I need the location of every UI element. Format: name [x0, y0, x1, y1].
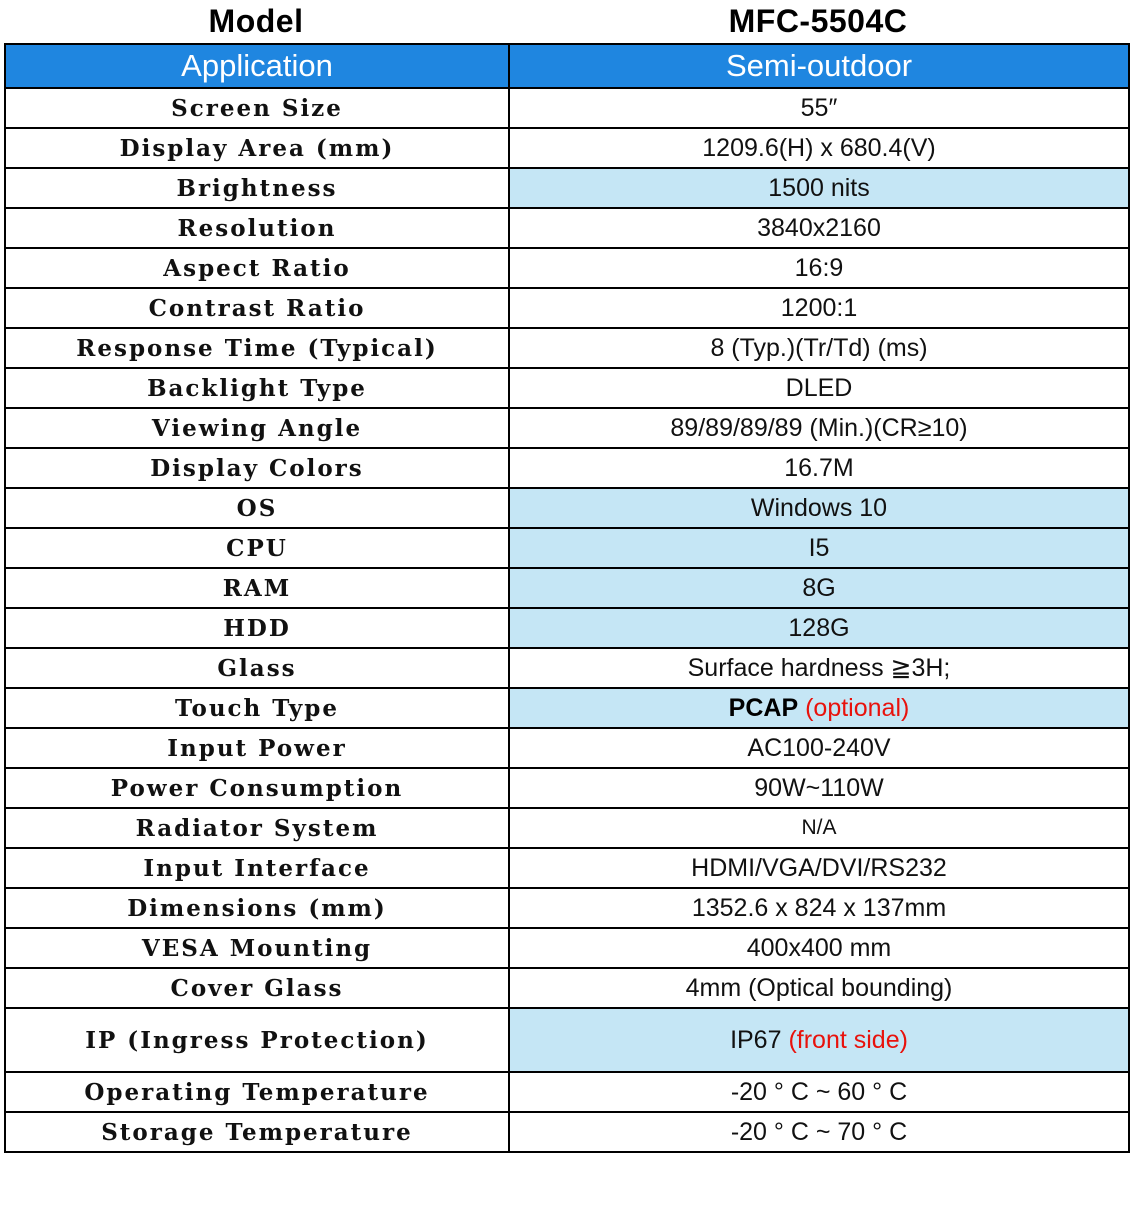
spec-label: Display Colors: [5, 448, 509, 488]
application-row: [5, 44, 1129, 88]
row-contrast-ratio: [5, 288, 1129, 328]
spec-value: -20 ° C ~ 60 ° C: [509, 1072, 1129, 1112]
spec-value: Surface hardness ≧3H;: [509, 648, 1129, 688]
spec-value: -20 ° C ~ 70 ° C: [509, 1112, 1129, 1152]
value-main: PCAP: [728, 693, 799, 722]
spec-value: 1352.6 x 824 x 137mm: [509, 888, 1129, 928]
row-hdd: [5, 608, 1129, 648]
spec-label: OS: [5, 488, 509, 528]
spec-table: [4, 43, 1130, 1153]
row-display-area: [5, 128, 1129, 168]
spec-value: 16.7M: [509, 448, 1129, 488]
spec-label: VESA Mounting: [5, 928, 509, 968]
spec-label: Operating Temperature: [5, 1072, 509, 1112]
spec-value: 1500 nits: [509, 168, 1129, 208]
value-note: (optional): [805, 693, 910, 722]
spec-value: AC100-240V: [509, 728, 1129, 768]
spec-value: 4mm (Optical bounding): [509, 968, 1129, 1008]
row-brightness: [5, 168, 1129, 208]
row-cpu: [5, 528, 1129, 568]
spec-label: Backlight Type: [5, 368, 509, 408]
title-row: [4, 0, 1128, 43]
spec-label: Aspect Ratio: [5, 248, 509, 288]
spec-label: CPU: [5, 528, 509, 568]
spec-value: 8 (Typ.)(Tr/Td) (ms): [509, 328, 1129, 368]
row-display-colors: [5, 448, 1129, 488]
spec-label: Dimensions (mm): [5, 888, 509, 928]
row-ip-rating: [5, 1008, 1129, 1072]
row-cover-glass: [5, 968, 1129, 1008]
row-screen-size: [5, 88, 1129, 128]
row-operating-temperature: [5, 1072, 1129, 1112]
row-touch-type: [5, 688, 1129, 728]
spec-value: DLED: [509, 368, 1129, 408]
spec-value: I5: [509, 528, 1129, 568]
spec-value: 128G: [509, 608, 1129, 648]
spec-value: 90W~110W: [509, 768, 1129, 808]
spec-label: Input Interface: [5, 848, 509, 888]
row-vesa-mounting: [5, 928, 1129, 968]
spec-value: 8G: [509, 568, 1129, 608]
spec-value: 3840x2160: [509, 208, 1129, 248]
spec-value: Windows 10: [509, 488, 1129, 528]
model-label: Model: [208, 3, 304, 39]
spec-label: IP (Ingress Protection): [5, 1008, 509, 1072]
application-label: Application: [5, 44, 509, 88]
row-os: [5, 488, 1129, 528]
spec-value: 1209.6(H) x 680.4(V): [509, 128, 1129, 168]
row-storage-temperature: [5, 1112, 1129, 1152]
spec-label: Glass: [5, 648, 509, 688]
spec-value: 16:9: [509, 248, 1129, 288]
application-value: Semi-outdoor: [509, 44, 1129, 88]
spec-label: Power Consumption: [5, 768, 509, 808]
spec-value: 55″: [509, 88, 1129, 128]
row-backlight-type: [5, 368, 1129, 408]
spec-label: Resolution: [5, 208, 509, 248]
row-input-power: [5, 728, 1129, 768]
row-resolution: [5, 208, 1129, 248]
row-dimensions: [5, 888, 1129, 928]
spec-value: 89/89/89/89 (Min.)(CR≥10): [509, 408, 1129, 448]
row-input-interface: [5, 848, 1129, 888]
row-viewing-angle: [5, 408, 1129, 448]
spec-label: Display Area (mm): [5, 128, 509, 168]
spec-value: N/A: [509, 808, 1129, 848]
spec-label: RAM: [5, 568, 509, 608]
spec-label: Viewing Angle: [5, 408, 509, 448]
spec-value: HDMI/VGA/DVI/RS232: [509, 848, 1129, 888]
spec-value: 400x400 mm: [509, 928, 1129, 968]
spec-value: [509, 1008, 1129, 1072]
spec-label: Screen Size: [5, 88, 509, 128]
spec-label: Touch Type: [5, 688, 509, 728]
spec-value: [509, 688, 1129, 728]
spec-label: Storage Temperature: [5, 1112, 509, 1152]
spec-label: Cover Glass: [5, 968, 509, 1008]
spec-label: Contrast Ratio: [5, 288, 509, 328]
spec-label: Radiator System: [5, 808, 509, 848]
spec-label: Response Time (Typical): [5, 328, 509, 368]
row-radiator-system: [5, 808, 1129, 848]
row-power-consumption: [5, 768, 1129, 808]
row-aspect-ratio: [5, 248, 1129, 288]
spec-label: Input Power: [5, 728, 509, 768]
spec-value: 1200:1: [509, 288, 1129, 328]
row-response-time: [5, 328, 1129, 368]
spec-label: HDD: [5, 608, 509, 648]
value-note: (front side): [788, 1025, 908, 1054]
spec-label: Brightness: [5, 168, 509, 208]
row-glass: [5, 648, 1129, 688]
value-main: IP67: [730, 1025, 782, 1054]
model-value: MFC-5504C: [728, 3, 908, 39]
row-ram: [5, 568, 1129, 608]
